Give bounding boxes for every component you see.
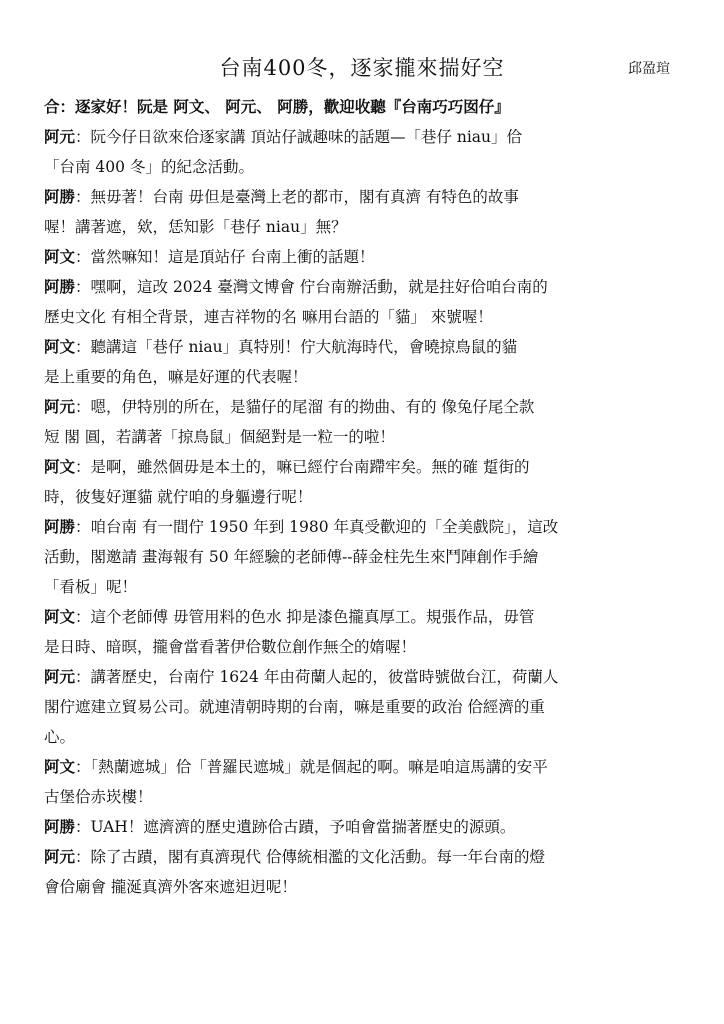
dialogue-line <box>44 272 684 302</box>
speaker-name: 阿勝 <box>44 277 76 296</box>
dialogue-line <box>44 572 684 602</box>
dialogue-line <box>44 662 684 692</box>
dialogue-text: 「看板」呢！ <box>44 578 138 596</box>
speaker-name: 阿文 <box>44 337 76 356</box>
author-name: 邱盈瑄 <box>628 61 670 77</box>
dialogue-line <box>44 632 684 662</box>
speaker-name: 阿元 <box>44 667 76 686</box>
dialogue-line <box>44 152 684 182</box>
opening-line: 合：逐家好！阮是 阿文、 阿元、 阿勝，歡迎收聽『台南巧巧囡仔』 <box>44 97 510 116</box>
dialogue-text: 時，彼隻好運貓 就佇咱的身軀邊行呢！ <box>44 488 313 506</box>
dialogue-text: ：UAH！遮濟濟的歷史遺跡佮古蹟，予咱會當揣著歷史的源頭。 <box>75 818 516 836</box>
dialogue-text: ：當然嘛知！這是頂站仔 台南上衝的話題！ <box>75 248 375 266</box>
speaker-name: 阿元 <box>44 397 76 416</box>
speaker-name: 阿文 <box>44 247 76 266</box>
dialogue-line <box>44 482 684 512</box>
dialogue-line <box>44 602 684 632</box>
dialogue-text: ：咱台南 有一間佇 1950 年到 1980 年真受歡迎的「全美戲院」，這改 <box>75 518 559 536</box>
dialogue-text: 心。 <box>44 728 76 746</box>
dialogue-text: 會佮廟會 攏涎真濟外客來遮𨑨迌呢！ <box>44 878 297 896</box>
dialogue-text: 是日時、暗暝，攏會當看著伊佮數位創作無仝的媠喔！ <box>44 638 417 656</box>
dialogue-text: 活動，閣邀請 畫海報有 50 年經驗的老師傅--薛金柱先生來鬥陣創作手繪 <box>44 548 539 566</box>
dialogue-line <box>44 542 684 572</box>
dialogue-text: ：除了古蹟，閣有真濟現代 佮傳統相濫的文化活動。每一年台南的燈 <box>75 848 545 866</box>
speaker-name: 阿文 <box>44 457 76 476</box>
dialogue-line <box>44 512 684 542</box>
dialogue-line <box>44 212 684 242</box>
dialogue-text: 喔！講著遮，欸，恁知影「巷仔 niau」無？ <box>44 218 347 236</box>
dialogue-text: ：聽講這「巷仔 niau」真特別！佇大航海時代，會曉掠鳥鼠的貓 <box>75 338 518 356</box>
dialogue-line <box>44 332 684 362</box>
dialogue-text: 古堡佮赤崁樓！ <box>44 788 153 806</box>
dialogue-text: 「台南 400 冬」的紀念活動。 <box>44 158 254 176</box>
dialogue-line <box>44 362 684 392</box>
dialogue-line <box>44 392 684 422</box>
speaker-name: 阿元 <box>44 127 76 146</box>
dialogue-body <box>44 92 684 902</box>
speaker-name: 阿勝 <box>44 517 76 536</box>
dialogue-line <box>44 302 684 332</box>
speaker-name: 阿文 <box>44 757 76 776</box>
dialogue-line <box>44 692 684 722</box>
dialogue-text: 是上重要的角色，嘛是好運的代表喔！ <box>44 368 308 386</box>
speaker-name: 阿文 <box>44 607 76 626</box>
dialogue-line <box>44 872 684 902</box>
speaker-name: 阿元 <box>44 847 76 866</box>
dialogue-line <box>44 722 684 752</box>
dialogue-line <box>44 812 684 842</box>
dialogue-text: ：是啊，雖然個毋是本土的，嘛已經佇台南蹛牢矣。無的確 踅街的 <box>75 458 530 476</box>
speaker-name: 阿勝 <box>44 817 76 836</box>
dialogue-line <box>44 182 684 212</box>
document-title: 台南400冬，逐家攏來揣好空 <box>219 56 505 80</box>
dialogue-line <box>44 752 684 782</box>
dialogue-text: ：講著歷史，台南佇 1624 年由荷蘭人起的，彼當時號做台江，荷蘭人 <box>75 668 559 686</box>
dialogue-line <box>44 122 684 152</box>
dialogue-text: 短 閣 圓，若講著「掠鳥鼠」個絕對是一粒一的啦！ <box>44 428 395 446</box>
dialogue-text: ：這个老師傅 毋管用料的色水 抑是漆色攏真厚工。規張作品，毋管 <box>75 608 535 626</box>
dialogue-text: ：「熱蘭遮城」佮「普羅民遮城」就是個起的啊。嘛是咱這馬講的安平 <box>75 758 548 776</box>
dialogue-text: ：阮今仔日欲來佮逐家講 頂站仔誠趣味的話題—「巷仔 niau」佮 <box>75 128 523 146</box>
speaker-name: 阿勝 <box>44 187 76 206</box>
dialogue-text: ：無毋著！台南 毋但是臺灣上老的都市，閣有真濟 有特色的故事 <box>75 188 519 206</box>
dialogue-text: 歷史文化 有相仝背景，連吉祥物的名 嘛用台語的「貓」 來號喔！ <box>44 308 493 326</box>
dialogue-line <box>44 242 684 272</box>
dialogue-text: ：嘿啊，這改 2024 臺灣文博會 佇台南辦活動，就是拄好佮咱台南的 <box>75 278 548 296</box>
dialogue-text: 閣佇遮建立貿易公司。就連清朝時期的台南，嘛是重要的政治 佮經濟的重 <box>44 698 545 716</box>
dialogue-text: ：嗯，伊特別的所在，是貓仔的尾溜 有的拗曲、有的 像兔仔尾仝款 <box>75 398 535 416</box>
dialogue-line <box>44 422 684 452</box>
dialogue-line <box>44 452 684 482</box>
dialogue-line <box>44 842 684 872</box>
dialogue-line <box>44 782 684 812</box>
